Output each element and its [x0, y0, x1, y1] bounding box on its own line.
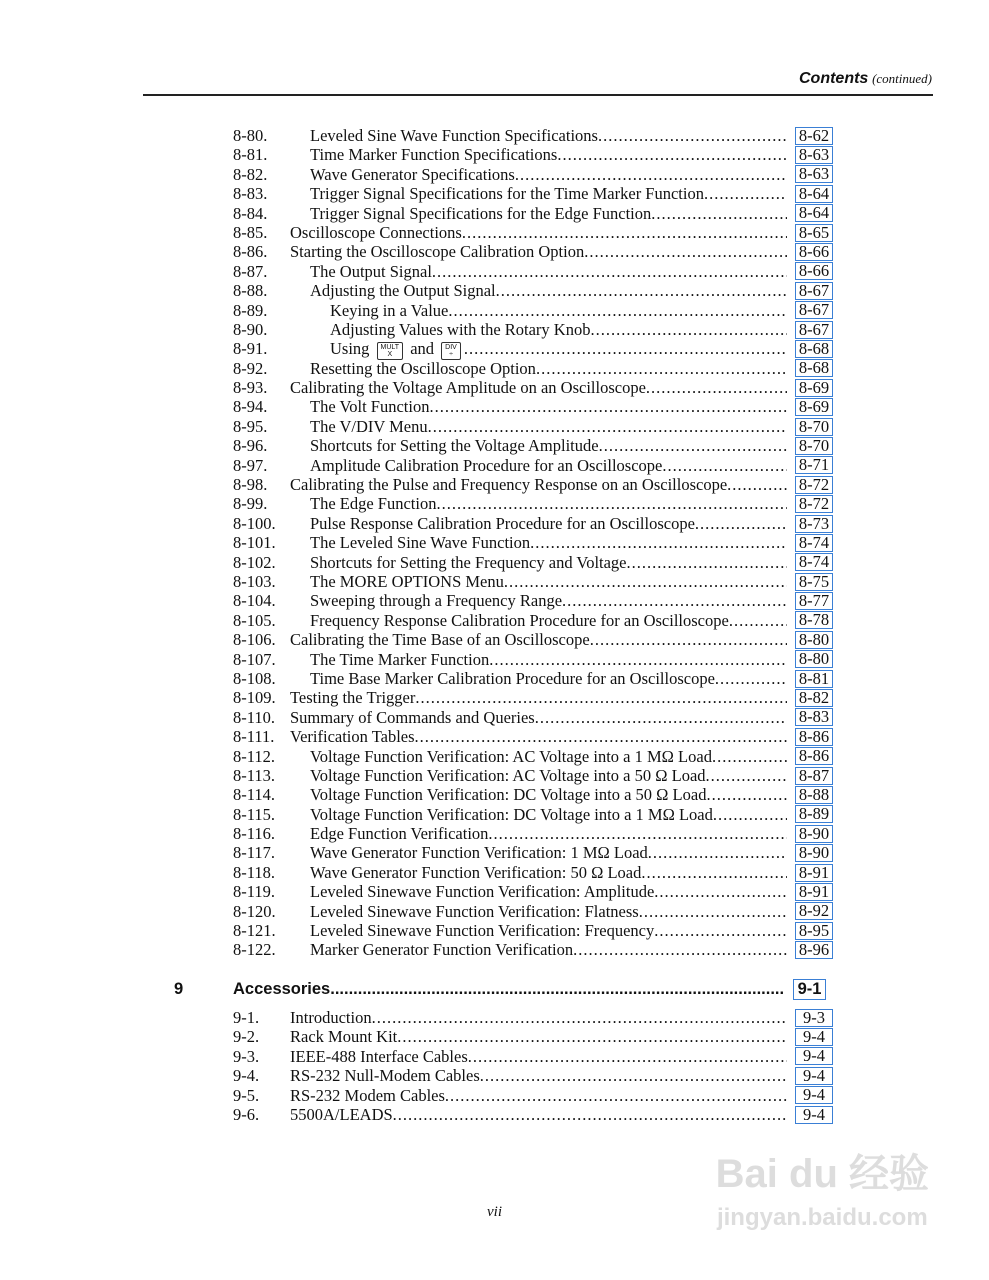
toc-entry[interactable]: [233, 843, 833, 862]
toc-entry[interactable]: [233, 184, 833, 203]
page-link[interactable]: 8-91: [795, 864, 833, 882]
dot-leader: [727, 475, 787, 494]
page-link[interactable]: 9-4: [795, 1028, 833, 1046]
toc-entry[interactable]: [233, 591, 833, 610]
entry-title[interactable]: Trigger Signal Specifications for the Edge Function .....: [290, 204, 787, 223]
page-link[interactable]: 8-81: [795, 670, 833, 688]
entry-title[interactable]: The MORE OPTIONS Menu .....: [290, 572, 787, 591]
dot-leader: [432, 262, 787, 281]
entry-title[interactable]: Shortcuts for Setting the Voltage Amplitude .....: [290, 436, 787, 455]
entry-number: 8-87.: [233, 261, 268, 281]
entry-title[interactable]: Rack Mount Kit .....: [290, 1027, 787, 1046]
entry-title[interactable]: Shortcuts for Setting the Frequency and Voltage .....: [290, 553, 787, 572]
page-link[interactable]: 9-3: [795, 1009, 833, 1027]
page-link[interactable]: 8-67: [795, 282, 833, 300]
header-title: Contents: [799, 70, 869, 87]
page-link[interactable]: 8-68: [795, 340, 833, 358]
entry-number: 8-114.: [233, 785, 276, 805]
dot-leader: [489, 650, 787, 669]
page-link[interactable]: 8-64: [795, 185, 833, 203]
toc-entry[interactable]: [233, 320, 833, 339]
entry-number: 8-101.: [233, 533, 276, 553]
entry-title[interactable]: Voltage Function Verification: AC Voltage into a 1 MΩ Load .....: [290, 747, 787, 766]
toc-entry[interactable]: [233, 475, 833, 494]
entry-number: 8-90.: [233, 319, 268, 339]
entry-number: 8-89.: [233, 300, 268, 320]
page-link[interactable]: 9-4: [795, 1047, 833, 1065]
toc-entry[interactable]: [233, 650, 833, 669]
watermark-logo: Bai du 经验 jingyan.baidu.com: [715, 1152, 929, 1231]
toc-entry[interactable]: [233, 902, 833, 921]
page-link[interactable]: 8-82: [795, 689, 833, 707]
entry-title[interactable]: Wave Generator Function Verification: 1 MΩ Load .....: [290, 843, 787, 862]
entry-number: 8-98.: [233, 475, 268, 495]
entry-number: 8-82.: [233, 164, 268, 184]
dot-leader: [488, 824, 787, 843]
dot-leader: [436, 494, 787, 513]
dot-leader: [462, 223, 787, 242]
page-link[interactable]: 8-65: [795, 224, 833, 242]
entry-number: 8-85.: [233, 222, 268, 242]
entry-title[interactable]: The Leveled Sine Wave Function .....: [290, 533, 787, 552]
entry-number: 8-104.: [233, 591, 276, 611]
entry-title[interactable]: RS-232 Modem Cables .....: [290, 1086, 787, 1105]
entry-title[interactable]: IEEE-488 Interface Cables .....: [290, 1047, 787, 1066]
page-link[interactable]: 8-88: [795, 786, 833, 804]
toc-section-9: [174, 978, 834, 1000]
entry-number: 8-121.: [233, 921, 276, 941]
toc-entry[interactable]: [233, 417, 833, 436]
toc-entry[interactable]: [233, 126, 833, 145]
entry-number: 8-95.: [233, 416, 268, 436]
entry-title[interactable]: Resetting the Oscilloscope Option .....: [290, 359, 787, 378]
entry-title[interactable]: Adjusting Values with the Rotary Knob .....: [290, 320, 787, 339]
toc-entry[interactable]: [233, 882, 833, 901]
page-link[interactable]: 8-74: [795, 534, 833, 552]
toc-entry[interactable]: [233, 494, 833, 513]
entry-number: 9-5.: [233, 1085, 260, 1105]
dot-leader: [428, 417, 787, 436]
dot-leader: [598, 126, 787, 145]
entry-title[interactable]: The V/DIV Menu .....: [290, 417, 787, 436]
toc-entry[interactable]: [233, 572, 833, 591]
entry-title[interactable]: Leveled Sinewave Function Verification: Flatness .....: [290, 902, 787, 921]
entry-title[interactable]: Introduction .....: [290, 1008, 787, 1027]
page-link[interactable]: 8-67: [795, 301, 833, 319]
dot-leader: [445, 1086, 787, 1105]
page-link[interactable]: 8-66: [795, 243, 833, 261]
entry-title[interactable]: Voltage Function Verification: AC Voltage into a 50 Ω Load .....: [290, 766, 787, 785]
page-link[interactable]: 8-96: [795, 941, 833, 959]
entry-number: 8-83.: [233, 184, 268, 204]
toc-entry[interactable]: [233, 339, 833, 358]
page-link[interactable]: 8-69: [795, 379, 833, 397]
page-link[interactable]: 9-4: [795, 1067, 833, 1085]
page-link[interactable]: 8-73: [795, 515, 833, 533]
entry-number: 8-96.: [233, 436, 268, 456]
toc-entry[interactable]: [233, 1105, 833, 1124]
page-link[interactable]: 8-74: [795, 553, 833, 571]
page-link[interactable]: 8-70: [795, 437, 833, 455]
page-link[interactable]: 8-86: [795, 747, 833, 765]
entry-number: 8-88.: [233, 281, 268, 301]
toc-entry[interactable]: [233, 262, 833, 281]
entry-title[interactable]: Pulse Response Calibration Procedure for an Oscilloscope .....: [290, 514, 787, 533]
entry-title[interactable]: Verification Tables .....: [290, 727, 787, 746]
dot-leader: [654, 921, 787, 940]
page-link[interactable]: 8-90: [795, 825, 833, 843]
dot-leader: [627, 553, 787, 572]
entry-title[interactable]: Using MULT X and DIV ÷ .....: [290, 339, 787, 359]
entry-title[interactable]: Calibrating the Voltage Amplitude on an Oscilloscope .....: [290, 378, 787, 397]
entry-title[interactable]: 5500A/LEADS .....: [290, 1105, 787, 1124]
page-link[interactable]: 8-90: [795, 844, 833, 862]
dot-leader: [654, 882, 787, 901]
dot-leader: [504, 572, 787, 591]
entry-title[interactable]: Summary of Commands and Queries .....: [290, 708, 787, 727]
toc-entry[interactable]: [233, 359, 833, 378]
entry-title[interactable]: Keying in a Value .....: [290, 301, 787, 320]
dot-leader: [496, 281, 787, 300]
toc-entry[interactable]: [233, 223, 833, 242]
toc-entry[interactable]: [233, 1027, 833, 1046]
entry-number: 8-120.: [233, 901, 276, 921]
entry-number: 8-86.: [233, 242, 268, 262]
entry-number: 8-115.: [233, 804, 276, 824]
entry-number: 8-103.: [233, 571, 276, 591]
dot-leader: [706, 766, 787, 785]
dot-leader: [330, 978, 783, 1000]
toc-entry[interactable]: [233, 1047, 833, 1066]
entry-title[interactable]: Oscilloscope Connections .....: [290, 223, 787, 242]
entry-title[interactable]: Edge Function Verification .....: [290, 824, 787, 843]
toc-list-chapter-8: [233, 126, 833, 960]
toc-entry[interactable]: [233, 824, 833, 843]
entry-number: 8-84.: [233, 203, 268, 223]
page-link[interactable]: 8-78: [795, 611, 833, 629]
dot-leader: [715, 669, 787, 688]
entry-number: 8-109.: [233, 688, 276, 708]
entry-title[interactable]: Marker Generator Function Verification .....: [290, 940, 787, 959]
entry-title[interactable]: Wave Generator Function Verification: 50 Ω Load .....: [290, 863, 787, 882]
entry-number: 8-116.: [233, 824, 276, 844]
entry-title[interactable]: Time Marker Function Specifications .....: [290, 145, 787, 164]
entry-title[interactable]: Leveled Sine Wave Function Specifications .....: [290, 126, 787, 145]
page-link[interactable]: 8-63: [795, 165, 833, 183]
dot-leader: [648, 843, 787, 862]
entry-title[interactable]: Sweeping through a Frequency Range .....: [290, 591, 787, 610]
entry-number: 9-6.: [233, 1104, 260, 1124]
entry-title[interactable]: Leveled Sinewave Function Verification: Amplitude .....: [290, 882, 787, 901]
entry-number: 8-102.: [233, 552, 276, 572]
toc-entry[interactable]: [233, 145, 833, 164]
page-link[interactable]: 8-77: [795, 592, 833, 610]
header-rule: [143, 94, 933, 96]
dot-leader: [639, 902, 787, 921]
dot-leader: [584, 242, 787, 261]
entry-title[interactable]: Time Base Marker Calibration Procedure for an Oscilloscope .....: [290, 669, 787, 688]
dot-leader: [590, 630, 787, 649]
toc-entry[interactable]: [233, 611, 833, 630]
entry-number: 8-117.: [233, 843, 276, 863]
dot-leader: [712, 747, 787, 766]
entry-title[interactable]: The Volt Function .....: [290, 397, 787, 416]
page-link[interactable]: 8-69: [795, 398, 833, 416]
dot-leader: [573, 940, 787, 959]
div-key-icon: DIV ÷: [441, 342, 461, 360]
entry-number: 8-106.: [233, 630, 276, 650]
page-link[interactable]: 8-64: [795, 204, 833, 222]
dot-leader: [562, 591, 787, 610]
entry-title[interactable]: The Output Signal .....: [290, 262, 787, 281]
dot-leader: [557, 145, 787, 164]
entry-number: 8-91.: [233, 339, 268, 359]
entry-number: 8-110.: [233, 707, 276, 727]
dot-leader: [704, 184, 787, 203]
page-link[interactable]: 8-87: [795, 767, 833, 785]
entry-number: 9-4.: [233, 1066, 260, 1086]
dot-leader: [429, 397, 787, 416]
page-link[interactable]: 8-62: [795, 127, 833, 145]
toc-entry[interactable]: [233, 630, 833, 649]
toc-entry[interactable]: [233, 805, 833, 824]
page-link[interactable]: 8-75: [795, 573, 833, 591]
page-link[interactable]: 8-72: [795, 476, 833, 494]
entry-number: 8-107.: [233, 649, 276, 669]
entry-number: 8-99.: [233, 494, 268, 514]
entry-title[interactable]: Calibrating the Time Base of an Oscilloscope .....: [290, 630, 787, 649]
dot-leader: [372, 1008, 787, 1027]
page-link[interactable]: 8-86: [795, 728, 833, 746]
toc-entry[interactable]: [233, 688, 833, 707]
page-link[interactable]: 8-68: [795, 359, 833, 377]
page-number: vii: [487, 1204, 502, 1220]
page-link[interactable]: 8-80: [795, 650, 833, 668]
entry-number: 8-118.: [233, 862, 276, 882]
section-number: 9: [174, 980, 184, 998]
dot-leader: [535, 708, 787, 727]
page-link[interactable]: 8-70: [795, 418, 833, 436]
dot-leader: [415, 688, 787, 707]
toc-entry[interactable]: [233, 727, 833, 746]
entry-title[interactable]: The Time Marker Function .....: [290, 650, 787, 669]
entry-title[interactable]: Leveled Sinewave Function Verification: Frequency .....: [290, 921, 787, 940]
entry-number: 8-119.: [233, 882, 276, 902]
entry-title[interactable]: Wave Generator Specifications .....: [290, 165, 787, 184]
toc-entry[interactable]: [233, 378, 833, 397]
entry-title[interactable]: Trigger Signal Specifications for the Time Marker Function .....: [290, 184, 787, 203]
entry-number: 8-108.: [233, 668, 276, 688]
entry-number: 8-93.: [233, 378, 268, 398]
dot-leader: [641, 863, 787, 882]
page-link[interactable]: 8-91: [795, 883, 833, 901]
toc-entry[interactable]: [233, 533, 833, 552]
section-page-link[interactable]: 9-1: [793, 979, 826, 1000]
page-link[interactable]: 8-71: [795, 456, 833, 474]
toc-entry[interactable]: [233, 669, 833, 688]
page-link[interactable]: 9-4: [795, 1106, 833, 1124]
entry-number: 8-113.: [233, 765, 276, 785]
toc-entry[interactable]: [233, 204, 833, 223]
entry-title[interactable]: RS-232 Null-Modem Cables .....: [290, 1066, 787, 1085]
entry-number: 9-1.: [233, 1008, 260, 1027]
toc-entry[interactable]: [233, 165, 833, 184]
toc-entry[interactable]: [233, 553, 833, 572]
dot-leader: [448, 301, 787, 320]
toc-entry[interactable]: [233, 514, 833, 533]
entry-number: 8-122.: [233, 940, 276, 960]
page-link[interactable]: 8-89: [795, 805, 833, 823]
toc-entry[interactable]: [233, 1066, 833, 1085]
dot-leader: [480, 1066, 787, 1085]
page-link[interactable]: 8-63: [795, 146, 833, 164]
dot-leader: [536, 359, 787, 378]
entry-number: 8-112.: [233, 746, 276, 766]
dot-leader: [468, 1047, 787, 1066]
entry-number: 8-100.: [233, 513, 276, 533]
toc-entry[interactable]: [233, 921, 833, 940]
entry-number: 8-111.: [233, 727, 275, 747]
page-link[interactable]: 8-80: [795, 631, 833, 649]
entry-number: 8-94.: [233, 397, 268, 417]
dot-leader: [599, 436, 787, 455]
entry-number: 9-3.: [233, 1046, 260, 1066]
toc-entry[interactable]: [233, 301, 833, 320]
page-link[interactable]: 8-92: [795, 902, 833, 920]
toc-entry[interactable]: [233, 766, 833, 785]
entry-title[interactable]: Adjusting the Output Signal .....: [290, 281, 787, 300]
dot-leader: [706, 785, 787, 804]
toc-entry[interactable]: [233, 1086, 833, 1105]
dot-leader: [415, 727, 787, 746]
toc-list-chapter-9: [233, 1008, 833, 1124]
header-subtitle: (continued): [872, 71, 932, 86]
page-link[interactable]: 8-67: [795, 321, 833, 339]
toc-entry[interactable]: [233, 747, 833, 766]
toc-entry[interactable]: [233, 785, 833, 804]
mult-key-icon: MULT X: [377, 342, 404, 360]
toc-entry[interactable]: [233, 940, 833, 959]
toc-entry[interactable]: [233, 397, 833, 416]
section-title[interactable]: Accessories .....: [233, 978, 783, 1000]
dot-leader: [530, 533, 787, 552]
entry-number: 8-92.: [233, 358, 268, 378]
dot-leader: [651, 204, 787, 223]
toc-entry[interactable]: [233, 863, 833, 882]
entry-title[interactable]: Voltage Function Verification: DC Voltage into a 50 Ω Load .....: [290, 785, 787, 804]
entry-title[interactable]: Frequency Response Calibration Procedure for an Oscilloscope .....: [290, 611, 787, 630]
toc-entry[interactable]: [233, 456, 833, 475]
entry-title[interactable]: The Edge Function .....: [290, 494, 787, 513]
entry-title[interactable]: Amplitude Calibration Procedure for an Oscilloscope .....: [290, 456, 787, 475]
dot-leader: [646, 378, 787, 397]
toc-entry[interactable]: [233, 242, 833, 261]
entry-number: 8-105.: [233, 610, 276, 630]
dot-leader: [729, 611, 787, 630]
page-link[interactable]: 8-83: [795, 708, 833, 726]
page-link[interactable]: 8-66: [795, 262, 833, 280]
dot-leader: [397, 1027, 787, 1046]
entry-number: 8-81.: [233, 145, 268, 165]
entry-title[interactable]: Testing the Trigger .....: [290, 688, 787, 707]
page-link[interactable]: 9-4: [795, 1086, 833, 1104]
toc-entry[interactable]: [233, 281, 833, 300]
dot-leader: [590, 320, 787, 339]
dot-leader: [662, 456, 787, 475]
dot-leader: [695, 514, 787, 533]
entry-title[interactable]: Voltage Function Verification: DC Voltage into a 1 MΩ Load .....: [290, 805, 787, 824]
entry-number: 9-2.: [233, 1027, 260, 1047]
entry-title[interactable]: Calibrating the Pulse and Frequency Response on an Oscilloscope .....: [290, 475, 787, 494]
running-header: [799, 70, 932, 88]
dot-leader: [515, 165, 787, 184]
dot-leader: [393, 1105, 787, 1124]
toc-entry[interactable]: [233, 436, 833, 455]
page-link[interactable]: 8-72: [795, 495, 833, 513]
dot-leader: [464, 339, 787, 359]
toc-entry[interactable]: [233, 1008, 833, 1027]
dot-leader: [713, 805, 787, 824]
page-link[interactable]: 8-95: [795, 922, 833, 940]
entry-title[interactable]: Starting the Oscilloscope Calibration Option .....: [290, 242, 787, 261]
entry-number: 8-97.: [233, 455, 268, 475]
entry-number: 8-80.: [233, 126, 268, 145]
toc-entry[interactable]: [233, 708, 833, 727]
